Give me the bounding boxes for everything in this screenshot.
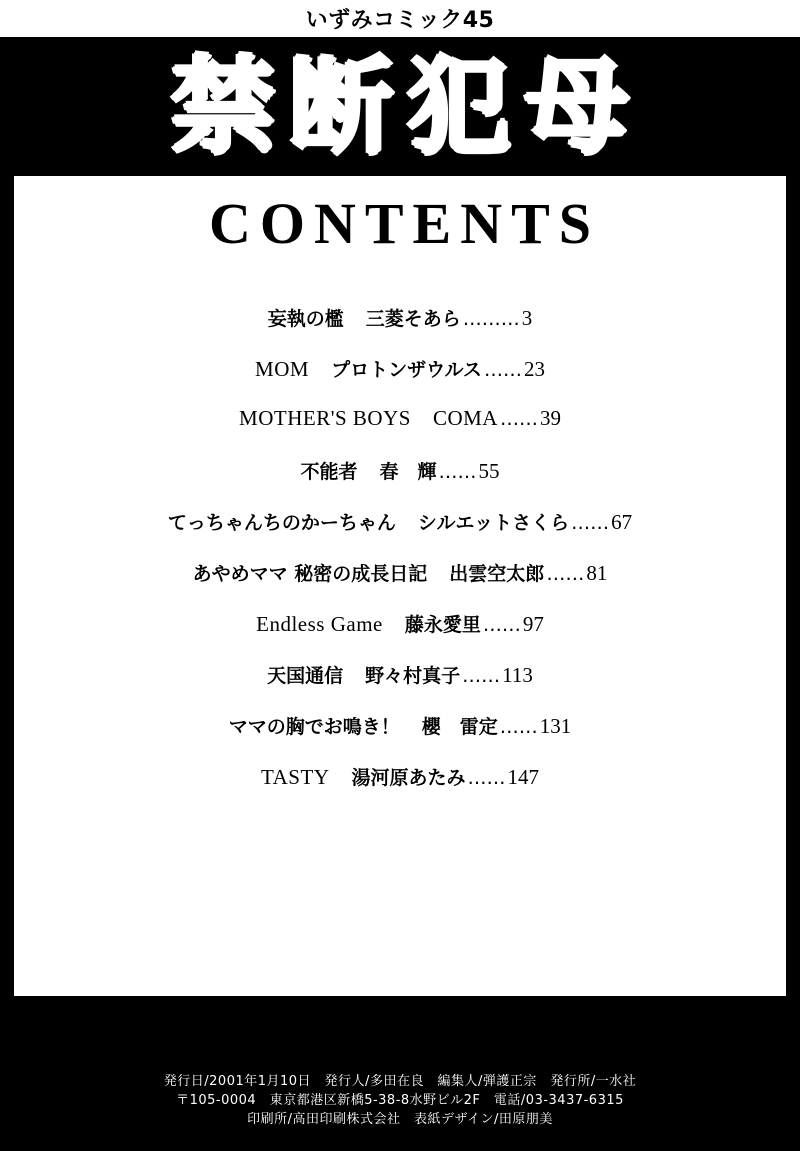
toc-entry-author: 野々村真子 — [365, 665, 461, 687]
colophon-line: 印刷所/高田印刷株式会社 表紙デザイン/田原朋美 — [247, 1112, 553, 1127]
contents-body — [14, 176, 786, 996]
toc-entry[interactable] — [14, 457, 786, 508]
toc-entry[interactable] — [14, 712, 786, 763]
toc-entry-page: 3 — [521, 306, 533, 330]
toc-entry-author: 湯河原あたみ — [351, 767, 466, 789]
contents-frame — [0, 176, 800, 996]
toc-entry-title: あやめママ 秘密の成長日記 — [192, 563, 428, 585]
toc-entry-author: 春 輝 — [379, 461, 437, 483]
toc-entry-dots: …… — [467, 767, 506, 789]
colophon-line: 〒105-0004 東京都港区新橋5-38-8水野ビル2F 電話/03-3437-6315 — [176, 1093, 624, 1108]
toc-entry-page: 23 — [523, 357, 545, 381]
toc-entry-title: Endless Game — [256, 612, 383, 636]
toc-entry[interactable] — [14, 763, 786, 814]
series-label: いずみコミック45 — [305, 8, 495, 33]
colophon — [0, 996, 800, 1151]
toc-entry[interactable] — [14, 610, 786, 661]
toc-entry-title: 妄執の檻 — [267, 308, 344, 330]
series-bar — [0, 0, 800, 37]
contents-heading: CONTENTS — [208, 191, 601, 256]
toc-entry-dots: …… — [571, 512, 610, 534]
toc-entry-title: てっちゃんちのかーちゃん — [167, 512, 396, 534]
toc-entry-dots: …… — [546, 563, 585, 585]
toc-entry-title: 天国通信 — [267, 665, 344, 687]
toc-entry-page: 131 — [539, 714, 572, 738]
toc-entry-dots: ……… — [462, 308, 520, 330]
toc-entry-title: 不能者 — [300, 461, 358, 483]
toc-entry-page: 97 — [522, 612, 544, 636]
toc-entry-author: シルエットさくら — [417, 512, 570, 534]
toc-entry[interactable] — [14, 406, 786, 457]
toc-entry[interactable] — [14, 559, 786, 610]
toc-entry[interactable] — [14, 508, 786, 559]
toc-entry-author: COMA — [432, 406, 498, 430]
toc-entry-dots: …… — [462, 665, 501, 687]
toc-entry[interactable] — [14, 304, 786, 355]
toc-entry-author: 櫻 雷定 — [421, 716, 498, 738]
toc-entry-title: MOM — [255, 357, 310, 381]
toc-entry-author: 藤永愛里 — [404, 614, 481, 636]
book-title: 禁断犯母 — [170, 45, 643, 168]
colophon-line: 発行日/2001年1月10日 発行人/多田在良 編集人/弾護正宗 発行所/一水社 — [163, 1074, 637, 1089]
toc-entry-dots: …… — [483, 359, 522, 381]
toc-entry-dots: …… — [438, 461, 477, 483]
title-band — [0, 37, 800, 176]
toc-entry-title: MOTHER'S BOYS — [239, 406, 411, 430]
toc-entry-page: 67 — [611, 510, 633, 534]
toc-entry-page: 81 — [586, 561, 608, 585]
toc-entry-page: 147 — [507, 765, 539, 789]
toc-entry-dots: …… — [482, 614, 521, 636]
toc-entry[interactable] — [14, 661, 786, 712]
toc-entry-author: 三菱そあら — [365, 308, 461, 330]
toc-entry-title: TASTY — [261, 765, 330, 789]
toc-entry-title: ママの胸でお鳴き！ — [228, 716, 400, 738]
toc-entry-page: 113 — [502, 663, 533, 687]
toc-entry-author: プロトンザウルス — [331, 359, 482, 381]
toc-entry-dots: …… — [499, 408, 538, 430]
toc-entry-page: 39 — [539, 406, 561, 430]
toc-entry-page: 55 — [478, 459, 500, 483]
toc-entry-dots: …… — [499, 716, 538, 738]
table-of-contents — [14, 304, 786, 814]
toc-entry[interactable] — [14, 355, 786, 406]
toc-entry-author: 出雲空太郎 — [449, 563, 545, 585]
